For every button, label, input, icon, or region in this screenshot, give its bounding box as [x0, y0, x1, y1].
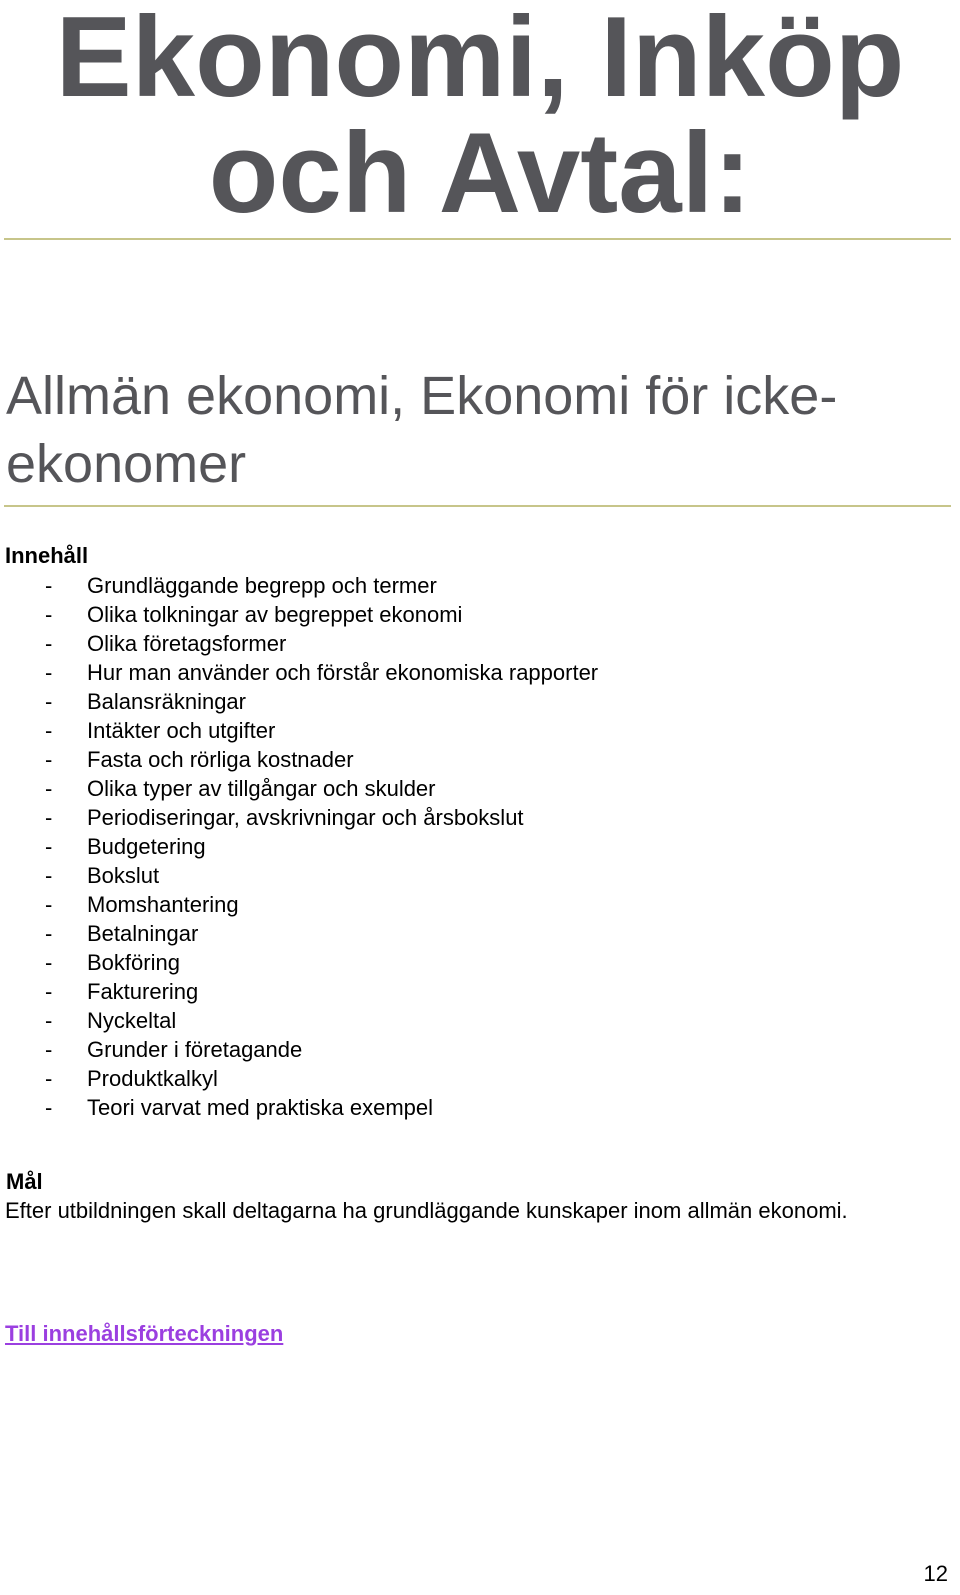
list-item-text: Olika tolkningar av begreppet ekonomi	[87, 602, 463, 627]
main-title-line-2: och Avtal:	[208, 110, 752, 237]
goal-text: Efter utbildningen skall deltagarna ha grundläggande kunskaper inom allmän ekonomi.	[5, 1198, 848, 1223]
list-dash: -	[45, 1008, 53, 1033]
list-item	[0, 977, 598, 1006]
list-item	[0, 1064, 598, 1093]
list-item	[0, 1006, 598, 1035]
list-item	[0, 832, 598, 861]
list-item-text: Olika företagsformer	[87, 631, 287, 656]
main-title	[0, 0, 960, 237]
list-item	[0, 774, 598, 803]
list-item-text: Fakturering	[87, 979, 199, 1004]
list-item-text: Bokföring	[87, 950, 180, 975]
list-item-text: Bokslut	[87, 863, 160, 888]
content-heading: Innehåll	[5, 543, 89, 568]
list-dash: -	[45, 863, 53, 888]
list-dash: -	[45, 834, 53, 859]
list-dash: -	[45, 1037, 53, 1062]
list-item	[0, 629, 598, 658]
list-dash: -	[45, 776, 53, 801]
list-item	[0, 861, 598, 890]
list-item	[0, 716, 598, 745]
list-item-text: Grundläggande begrepp och termer	[87, 573, 437, 598]
list-item	[0, 803, 598, 832]
list-item	[0, 745, 598, 774]
list-dash: -	[45, 631, 53, 656]
list-dash: -	[45, 747, 53, 772]
toc-link[interactable]: Till innehållsförteckningen	[5, 1321, 284, 1346]
section-title: Allmän ekonomi, Ekonomi för icke-ekonomer	[6, 366, 838, 494]
list-item	[0, 658, 598, 687]
list-dash: -	[45, 805, 53, 830]
list-dash: -	[45, 1066, 53, 1091]
list-dash: -	[45, 660, 53, 685]
main-title-line-1: Ekonomi, Inköp	[55, 0, 905, 121]
list-item-text: Olika typer av tillgångar och skulder	[87, 776, 436, 801]
list-dash: -	[45, 689, 53, 714]
list-item-text: Momshantering	[87, 892, 239, 917]
list-item-text: Intäkter och utgifter	[87, 718, 276, 743]
list-item-text: Periodiseringar, avskrivningar och årsbokslut	[87, 805, 524, 830]
goal-heading: Mål	[6, 1169, 43, 1194]
list-dash: -	[45, 573, 53, 598]
list-item	[0, 571, 598, 600]
list-item-text: Nyckeltal	[87, 1008, 177, 1033]
list-item-text: Grunder i företagande	[87, 1037, 303, 1062]
title-divider	[4, 238, 951, 240]
list-dash: -	[45, 921, 53, 946]
list-item	[0, 919, 598, 948]
list-item-text: Hur man använder och förstår ekonomiska rapporter	[87, 660, 599, 685]
list-item	[0, 1035, 598, 1064]
section-divider	[4, 505, 951, 507]
list-item-text: Betalningar	[87, 921, 199, 946]
list-item-text: Produktkalkyl	[87, 1066, 218, 1091]
list-dash: -	[45, 950, 53, 975]
list-item-text: Budgetering	[87, 834, 206, 859]
list-item	[0, 890, 598, 919]
list-item	[0, 687, 598, 716]
list-item-text: Fasta och rörliga kostnader	[87, 747, 354, 772]
page-number: 12	[923, 1561, 948, 1586]
list-item	[0, 600, 598, 629]
list-item	[0, 1093, 598, 1122]
list-dash: -	[45, 718, 53, 743]
list-item-text: Teori varvat med praktiska exempel	[87, 1095, 434, 1120]
list-dash: -	[45, 602, 53, 627]
list-item	[0, 948, 598, 977]
list-dash: -	[45, 979, 53, 1004]
list-item-text: Balansräkningar	[87, 689, 246, 714]
content-list	[0, 571, 598, 1122]
list-dash: -	[45, 1095, 53, 1120]
list-dash: -	[45, 892, 53, 917]
